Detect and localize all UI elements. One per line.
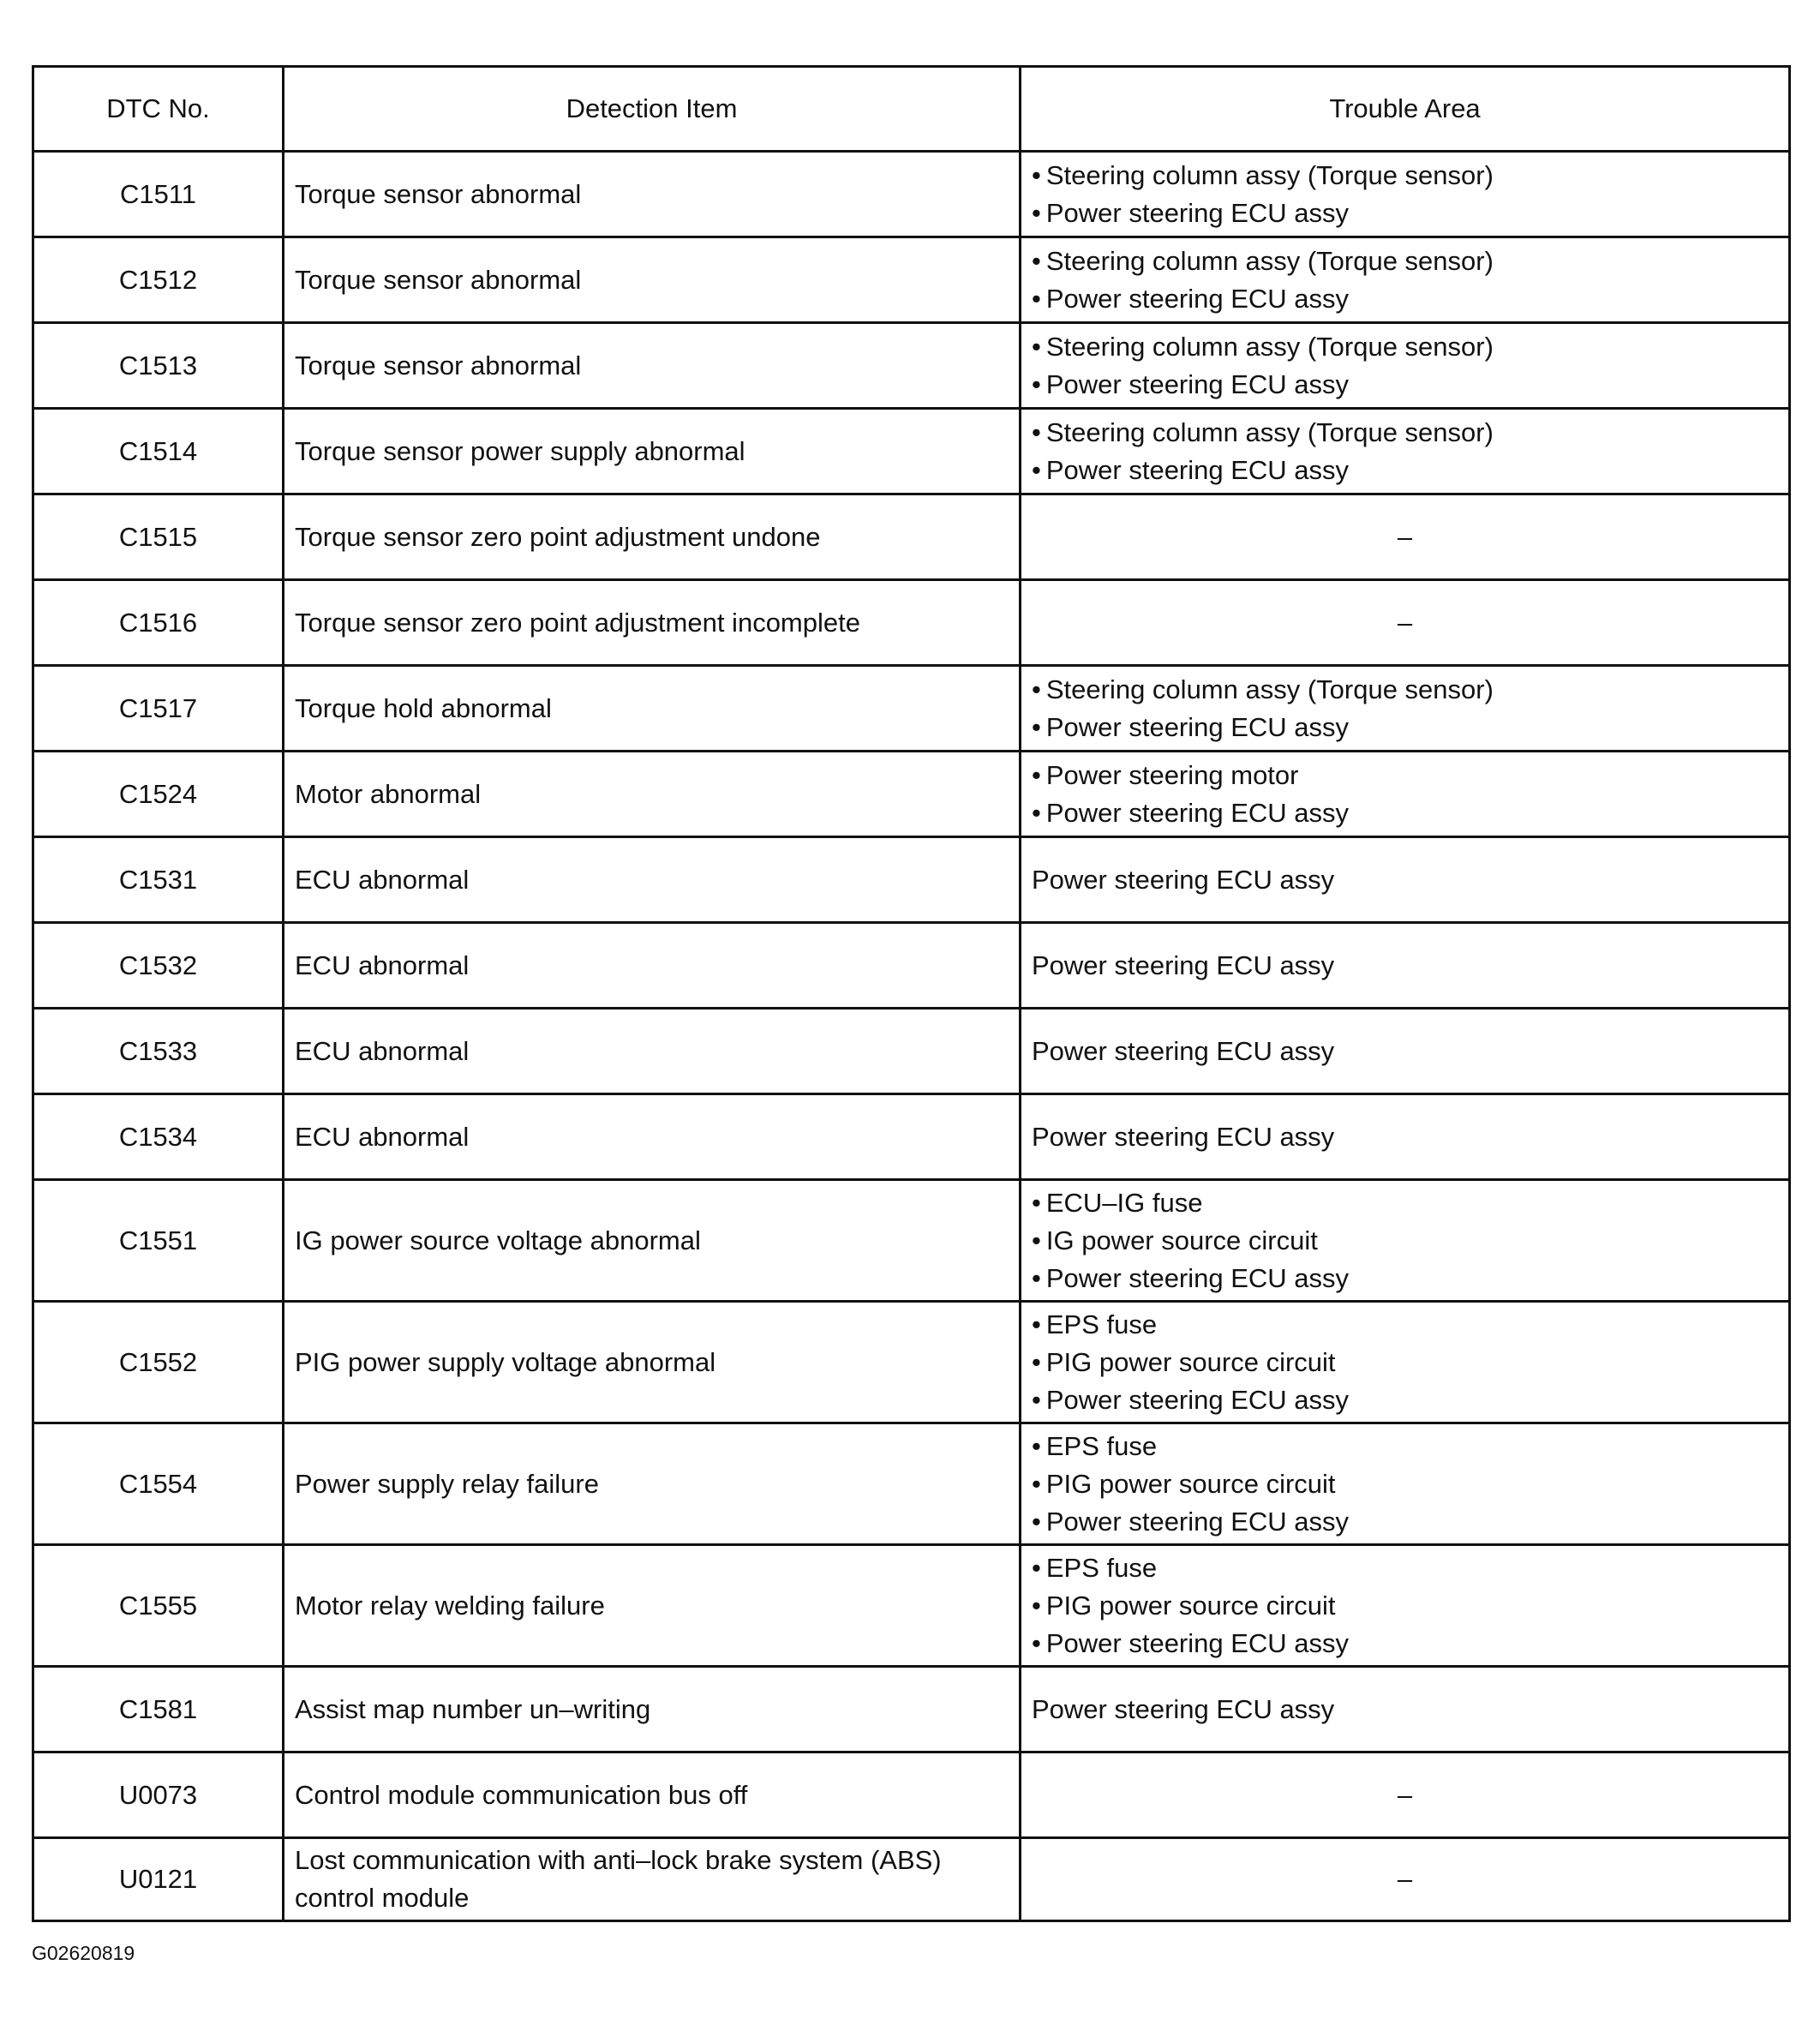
dtc-code-cell: C1531	[33, 837, 284, 923]
trouble-area-bullet: • Power steering ECU assy	[1032, 452, 1778, 489]
detection-item-cell	[284, 580, 1021, 666]
trouble-area-bullet: • EPS fuse	[1032, 1306, 1778, 1344]
trouble-area-cell	[1021, 1752, 1790, 1838]
trouble-area-cell	[1021, 1009, 1790, 1094]
header-trouble-area: Trouble Area	[1021, 67, 1790, 152]
header-detection-item: Detection Item	[284, 67, 1021, 152]
detection-item-cell	[284, 666, 1021, 752]
detection-item-cell	[284, 1009, 1021, 1094]
trouble-area-cell	[1021, 1838, 1790, 1921]
detection-item-text: Torque sensor zero point adjustment undone	[295, 521, 821, 552]
table-row	[33, 1752, 1790, 1838]
trouble-area-cell	[1021, 152, 1790, 237]
figure-id: G02620819	[32, 1942, 135, 1964]
trouble-area-text: –	[1397, 1864, 1413, 1894]
table-row	[33, 237, 1790, 323]
detection-item-text: ECU abnormal	[295, 864, 470, 895]
trouble-area-text: Power steering ECU assy	[1032, 950, 1335, 980]
trouble-area-bullet: • Steering column assy (Torque sensor)	[1032, 671, 1778, 709]
dtc-code-cell: U0073	[33, 1752, 284, 1838]
detection-item-text: IG power source voltage abnormal	[295, 1225, 701, 1255]
trouble-area-cell	[1021, 409, 1790, 494]
dtc-code-cell: C1511	[33, 152, 284, 237]
dtc-code-cell: C1555	[33, 1545, 284, 1667]
dtc-code-cell: C1524	[33, 752, 284, 837]
table-row	[33, 1838, 1790, 1921]
trouble-area-cell	[1021, 1423, 1790, 1545]
dtc-code-cell: C1551	[33, 1180, 284, 1302]
table-body	[33, 152, 1790, 1921]
trouble-area-cell	[1021, 1302, 1790, 1423]
detection-item-text: Torque sensor abnormal	[295, 178, 582, 209]
trouble-area-cell	[1021, 237, 1790, 323]
trouble-area-text: Power steering ECU assy	[1032, 1121, 1335, 1152]
dtc-code-cell: C1516	[33, 580, 284, 666]
table-row	[33, 837, 1790, 923]
trouble-area-cell	[1021, 580, 1790, 666]
dtc-code-cell: C1581	[33, 1667, 284, 1752]
detection-item-cell	[284, 409, 1021, 494]
detection-item-text: Torque sensor abnormal	[295, 264, 582, 295]
trouble-area-cell	[1021, 666, 1790, 752]
detection-item-cell	[284, 923, 1021, 1009]
table-row	[33, 923, 1790, 1009]
detection-item-cell	[284, 1094, 1021, 1180]
detection-item-text: PIG power supply voltage abnormal	[295, 1346, 716, 1377]
trouble-area-cell	[1021, 837, 1790, 923]
detection-item-cell	[284, 1838, 1021, 1921]
detection-item-cell	[284, 152, 1021, 237]
table-row	[33, 1009, 1790, 1094]
dtc-code-cell: C1554	[33, 1423, 284, 1545]
detection-item-text: Torque sensor power supply abnormal	[295, 435, 745, 466]
detection-item-text: Motor abnormal	[295, 778, 482, 809]
trouble-area-bullet: • Power steering ECU assy	[1032, 794, 1778, 832]
trouble-area-cell	[1021, 323, 1790, 409]
dtc-code-cell: C1532	[33, 923, 284, 1009]
trouble-area-text: Power steering ECU assy	[1032, 864, 1335, 895]
detection-item-cell	[284, 323, 1021, 409]
dtc-code-cell: U0121	[33, 1838, 284, 1921]
trouble-area-cell	[1021, 1180, 1790, 1302]
detection-item-text: Power supply relay failure	[295, 1468, 599, 1499]
trouble-area-text: Power steering ECU assy	[1032, 1693, 1335, 1724]
trouble-area-bullet: • EPS fuse	[1032, 1549, 1778, 1587]
dtc-code-cell: C1534	[33, 1094, 284, 1180]
trouble-area-bullet: • Power steering ECU assy	[1032, 366, 1778, 404]
detection-item-text: Torque sensor abnormal	[295, 350, 582, 380]
trouble-area-text: –	[1397, 607, 1413, 638]
table-row	[33, 580, 1790, 666]
trouble-area-bullet: • Steering column assy (Torque sensor)	[1032, 243, 1778, 280]
detection-item-text: ECU abnormal	[295, 950, 470, 980]
trouble-area-bullet: • Power steering ECU assy	[1032, 1503, 1778, 1541]
detection-item-cell	[284, 837, 1021, 923]
table-row	[33, 1094, 1790, 1180]
trouble-area-bullet: • Power steering ECU assy	[1032, 709, 1778, 746]
trouble-area-bullet: • IG power source circuit	[1032, 1222, 1778, 1260]
detection-item-cell	[284, 1180, 1021, 1302]
trouble-area-text: –	[1397, 1779, 1413, 1810]
dtc-code-cell: C1517	[33, 666, 284, 752]
dtc-code-cell: C1533	[33, 1009, 284, 1094]
detection-item-text: Lost communication with anti–lock brake system (ABS)	[295, 1845, 942, 1875]
detection-item-cell	[284, 237, 1021, 323]
detection-item-text: ECU abnormal	[295, 1035, 470, 1066]
table-row	[33, 1302, 1790, 1423]
dtc-code-cell: C1514	[33, 409, 284, 494]
detection-item-text: control module	[295, 1883, 470, 1913]
trouble-area-cell	[1021, 1667, 1790, 1752]
detection-item-cell	[284, 752, 1021, 837]
trouble-area-bullet: • Steering column assy (Torque sensor)	[1032, 328, 1778, 366]
table-row	[33, 409, 1790, 494]
trouble-area-bullet: • Power steering ECU assy	[1032, 195, 1778, 232]
detection-item-text: Torque sensor zero point adjustment incomplete	[295, 607, 860, 638]
dtc-table	[32, 65, 1791, 1922]
trouble-area-cell	[1021, 752, 1790, 837]
detection-item-cell	[284, 1302, 1021, 1423]
trouble-area-bullet: • Power steering ECU assy	[1032, 1260, 1778, 1297]
detection-item-text: Motor relay welding failure	[295, 1590, 605, 1621]
detection-item-text: Assist map number un–writing	[295, 1693, 651, 1724]
detection-item-cell	[284, 1752, 1021, 1838]
trouble-area-text: Power steering ECU assy	[1032, 1035, 1335, 1066]
table-row	[33, 494, 1790, 580]
dtc-code-cell: C1513	[33, 323, 284, 409]
trouble-area-bullet: • Steering column assy (Torque sensor)	[1032, 414, 1778, 452]
trouble-area-bullet: • PIG power source circuit	[1032, 1344, 1778, 1381]
detection-item-text: ECU abnormal	[295, 1121, 470, 1152]
table-row	[33, 1667, 1790, 1752]
dtc-code-cell: C1552	[33, 1302, 284, 1423]
table-row	[33, 152, 1790, 237]
dtc-code-cell: C1515	[33, 494, 284, 580]
trouble-area-bullet: • Power steering ECU assy	[1032, 1625, 1778, 1663]
trouble-area-cell	[1021, 1545, 1790, 1667]
detection-item-text: Control module communication bus off	[295, 1779, 748, 1810]
table-header-row	[33, 67, 1790, 152]
trouble-area-cell	[1021, 494, 1790, 580]
detection-item-cell	[284, 1545, 1021, 1667]
detection-item-cell	[284, 494, 1021, 580]
detection-item-cell	[284, 1667, 1021, 1752]
trouble-area-bullet: • ECU–IG fuse	[1032, 1184, 1778, 1222]
trouble-area-bullet: • Power steering ECU assy	[1032, 280, 1778, 318]
trouble-area-bullet: • Steering column assy (Torque sensor)	[1032, 157, 1778, 195]
trouble-area-bullet: • PIG power source circuit	[1032, 1587, 1778, 1625]
detection-item-cell	[284, 1423, 1021, 1545]
trouble-area-cell	[1021, 1094, 1790, 1180]
table-row	[33, 1423, 1790, 1545]
trouble-area-cell	[1021, 923, 1790, 1009]
trouble-area-bullet: • PIG power source circuit	[1032, 1465, 1778, 1503]
trouble-area-bullet: • Power steering motor	[1032, 757, 1778, 794]
trouble-area-text: –	[1397, 521, 1413, 552]
table-row	[33, 1180, 1790, 1302]
trouble-area-bullet: • EPS fuse	[1032, 1428, 1778, 1465]
table-row	[33, 323, 1790, 409]
detection-item-text: Torque hold abnormal	[295, 692, 552, 723]
table-row	[33, 666, 1790, 752]
table-row	[33, 752, 1790, 837]
table-row	[33, 1545, 1790, 1667]
dtc-code-cell: C1512	[33, 237, 284, 323]
trouble-area-bullet: • Power steering ECU assy	[1032, 1381, 1778, 1419]
header-dtc-no: DTC No.	[33, 67, 284, 152]
